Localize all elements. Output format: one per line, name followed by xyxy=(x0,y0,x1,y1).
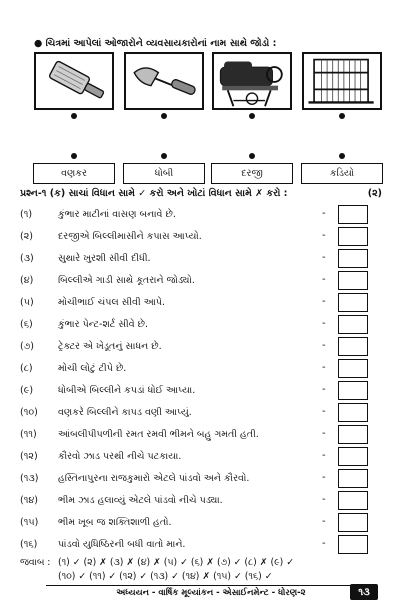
wooden-paddle-icon xyxy=(36,54,112,108)
picture-trowel xyxy=(124,52,204,110)
statement-number: (૧૫) xyxy=(20,517,39,528)
answer-box[interactable] xyxy=(338,359,368,378)
answer-box[interactable] xyxy=(338,381,368,400)
statement-text: કૌરવો ઝાડ પરથી નીચે પટકાયા. xyxy=(58,451,182,462)
answer-box[interactable] xyxy=(338,227,368,246)
statement-text: ભીમ ઝાડ હલાવ્યું એટલે પાંડવો નીચે પડ્યા. xyxy=(58,495,223,506)
statement-text: પાંડવો યુધિષ્ઠિરની બધી વાતો માને. xyxy=(58,539,186,550)
answer-box[interactable] xyxy=(338,491,368,510)
answer-box[interactable] xyxy=(338,447,368,466)
occupation-mason: કડિયો xyxy=(301,163,383,184)
answers-label: જવાબ : xyxy=(20,557,51,568)
statement-row: (૭) ટ્રેક્ટર એ ખેડૂતનું સાધન છે. - xyxy=(20,337,372,359)
match-dot[interactable] xyxy=(339,113,345,119)
picture-loom xyxy=(302,52,382,110)
statement-text: મોચી લોટું ટીપે છે. xyxy=(58,363,127,374)
statement-text: ભીમ ખૂબ જ શક્તિશાળી હતો. xyxy=(58,517,172,528)
statement-text: વણકરે બિલ્લીને કાપડ વણી આપ્યું. xyxy=(58,407,192,418)
statement-text: ટ્રેક્ટર એ ખેડૂતનું સાધન છે. xyxy=(58,341,162,352)
statement-text: આંબલીપીપળીની રમત રમવી ભીમને બહુ ગમતી હતી. xyxy=(58,429,259,440)
statement-text: સુથારે ખુરશી સીવી દીધી. xyxy=(58,253,151,264)
statement-number: (૧૨) xyxy=(20,451,38,462)
statement-text: કુંભાર માટીનાં વાસણ બનાવે છે. xyxy=(58,209,176,220)
statement-number: (૧) xyxy=(20,209,33,220)
answer-box[interactable] xyxy=(338,271,368,290)
picture-sewing-machine xyxy=(212,52,292,110)
statement-number: (૫) xyxy=(20,297,34,308)
statement-text: ધોબીએ બિલ્લીને કપડાં ધોઈ આપ્યા. xyxy=(58,385,196,396)
statement-row: (૧૧) આંબલીપીપળીની રમત રમવી ભીમને બહુ ગમતી હતી. - xyxy=(20,425,372,447)
statement-number: (૬) xyxy=(20,319,33,330)
match-dot[interactable] xyxy=(161,153,167,159)
match-dot[interactable] xyxy=(249,153,255,159)
question-header xyxy=(20,188,382,199)
trowel-icon xyxy=(126,54,202,108)
statement-row: (૧૪) ભીમ ઝાડ હલાવ્યું એટલે પાંડવો નીચે પડ્યા. - xyxy=(20,491,372,513)
page-footer: અધ્યયન - વાર્ષિક મૂલ્યાંકન - એસાઈનમેન્ટ - ધોરણ-૨ xyxy=(46,585,376,598)
page-number: ૧૩ xyxy=(350,584,378,600)
statement-number: (૪) xyxy=(20,275,34,286)
statement-row: (૫) મોચીભાઈ ચંપલ સીવી આપે. - xyxy=(20,293,372,315)
occupation-weaver: વણકર xyxy=(33,163,115,184)
answer-box[interactable] xyxy=(338,293,368,312)
section-heading: ● ચિત્રમાં આપેલાં ઓજારોને વ્યવસાયકારોનાં નામ સાથે જોડો : xyxy=(34,38,277,49)
occupation-tailor: દરજી xyxy=(211,163,293,184)
answer-box[interactable] xyxy=(338,205,368,224)
statement-text: બિલ્લીએ ગાડી સાથે કૂતરાને જોડ્યો. xyxy=(58,275,195,286)
statement-row: (૧૨) કૌરવો ઝાડ પરથી નીચે પટકાયા. - xyxy=(20,447,372,469)
statement-number: (૧૩) xyxy=(20,473,39,484)
statement-text: હસ્તિનાપુરના રાજકુમારો એટલે પાંડવો અને કૌરવો. xyxy=(58,473,250,484)
question-label: પ્રશ્ન-૧ xyxy=(20,188,47,199)
statement-number: (૩) xyxy=(20,253,34,264)
answers-line-1: (૧) ✓ (૨) ✗ (૩) ✗ (૪) ✗ (૫) ✓ (૬) ✗ (૭) ✓ (૮) ✗ (૯) ✓ xyxy=(58,557,294,568)
statement-number: (૯) xyxy=(20,385,34,396)
answer-box[interactable] xyxy=(338,513,368,532)
statement-row: (૬) કુંભાર પેન્ટ-શર્ટ સીવે છે. - xyxy=(20,315,372,337)
statement-text: કુંભાર પેન્ટ-શર્ટ સીવે છે. xyxy=(58,319,149,330)
loom-icon xyxy=(304,54,380,108)
answer-box[interactable] xyxy=(338,249,368,268)
statement-number: (૧૧) xyxy=(20,429,37,440)
answer-box[interactable] xyxy=(338,337,368,356)
match-dot[interactable] xyxy=(249,113,255,119)
statement-text: દરજીએ બિલ્લીમાસીને કપાસ આપ્યો. xyxy=(58,231,202,242)
answer-box[interactable] xyxy=(338,315,368,334)
statement-row: (૧૫) ભીમ ખૂબ જ શક્તિશાળી હતો. - xyxy=(20,513,372,535)
question-instruction: સાચાં વિધાન સામે ✓ કરો અને ખોટાં વિધાન સામે ✗ કરો : xyxy=(68,188,288,199)
match-dot[interactable] xyxy=(339,153,345,159)
statement-number: (૭) xyxy=(20,341,35,352)
statement-row: (૪) બિલ્લીએ ગાડી સાથે કૂતરાને જોડ્યો. - xyxy=(20,271,372,293)
occupation-washerman: ધોબી xyxy=(123,163,205,184)
sewing-machine-icon xyxy=(214,54,290,108)
match-dot[interactable] xyxy=(71,113,77,119)
answer-box[interactable] xyxy=(338,403,368,422)
statement-number: (૮) xyxy=(20,363,33,374)
statement-row: (૧૩) હસ્તિનાપુરના રાજકુમારો એટલે પાંડવો અને કૌરવો. - xyxy=(20,469,372,491)
statement-number: (૨) xyxy=(20,231,33,242)
picture-paddle xyxy=(34,52,114,110)
match-dot[interactable] xyxy=(161,113,167,119)
statement-row: (૧) કુંભાર માટીનાં વાસણ બનાવે છે. - xyxy=(20,205,372,227)
match-dot[interactable] xyxy=(71,153,77,159)
statement-text: મોચીભાઈ ચંપલ સીવી આપે. xyxy=(58,297,165,308)
statement-row: (૯) ધોબીએ બિલ્લીને કપડાં ધોઈ આપ્યા. - xyxy=(20,381,372,403)
statement-row: (૧૦) વણકરે બિલ્લીને કાપડ વણી આપ્યું. - xyxy=(20,403,372,425)
statement-number: (૧૪) xyxy=(20,495,38,506)
answer-box[interactable] xyxy=(338,425,368,444)
statement-number: (૧૬) xyxy=(20,539,38,550)
statement-row: (૮) મોચી લોટું ટીપે છે. - xyxy=(20,359,372,381)
answers-line-2: (૧૦) ✓ (૧૧) ✓ (૧૨) ✓ (૧૩) ✓ (૧૪) ✗ (૧૫) ✓ (૧૬) ✓ xyxy=(58,571,273,582)
answer-box[interactable] xyxy=(338,535,368,554)
statement-row: (૩) સુથારે ખુરશી સીવી દીધી. - xyxy=(20,249,372,271)
question-sub: (ક) xyxy=(49,188,66,199)
statement-row: (૨) દરજીએ બિલ્લીમાસીને કપાસ આપ્યો. - xyxy=(20,227,372,249)
statement-number: (૧૦) xyxy=(20,407,38,418)
answer-box[interactable] xyxy=(338,469,368,488)
question-marks: (૨) xyxy=(367,188,382,199)
statement-row: (૧૬) પાંડવો યુધિષ્ઠિરની બધી વાતો માને. - xyxy=(20,535,372,557)
